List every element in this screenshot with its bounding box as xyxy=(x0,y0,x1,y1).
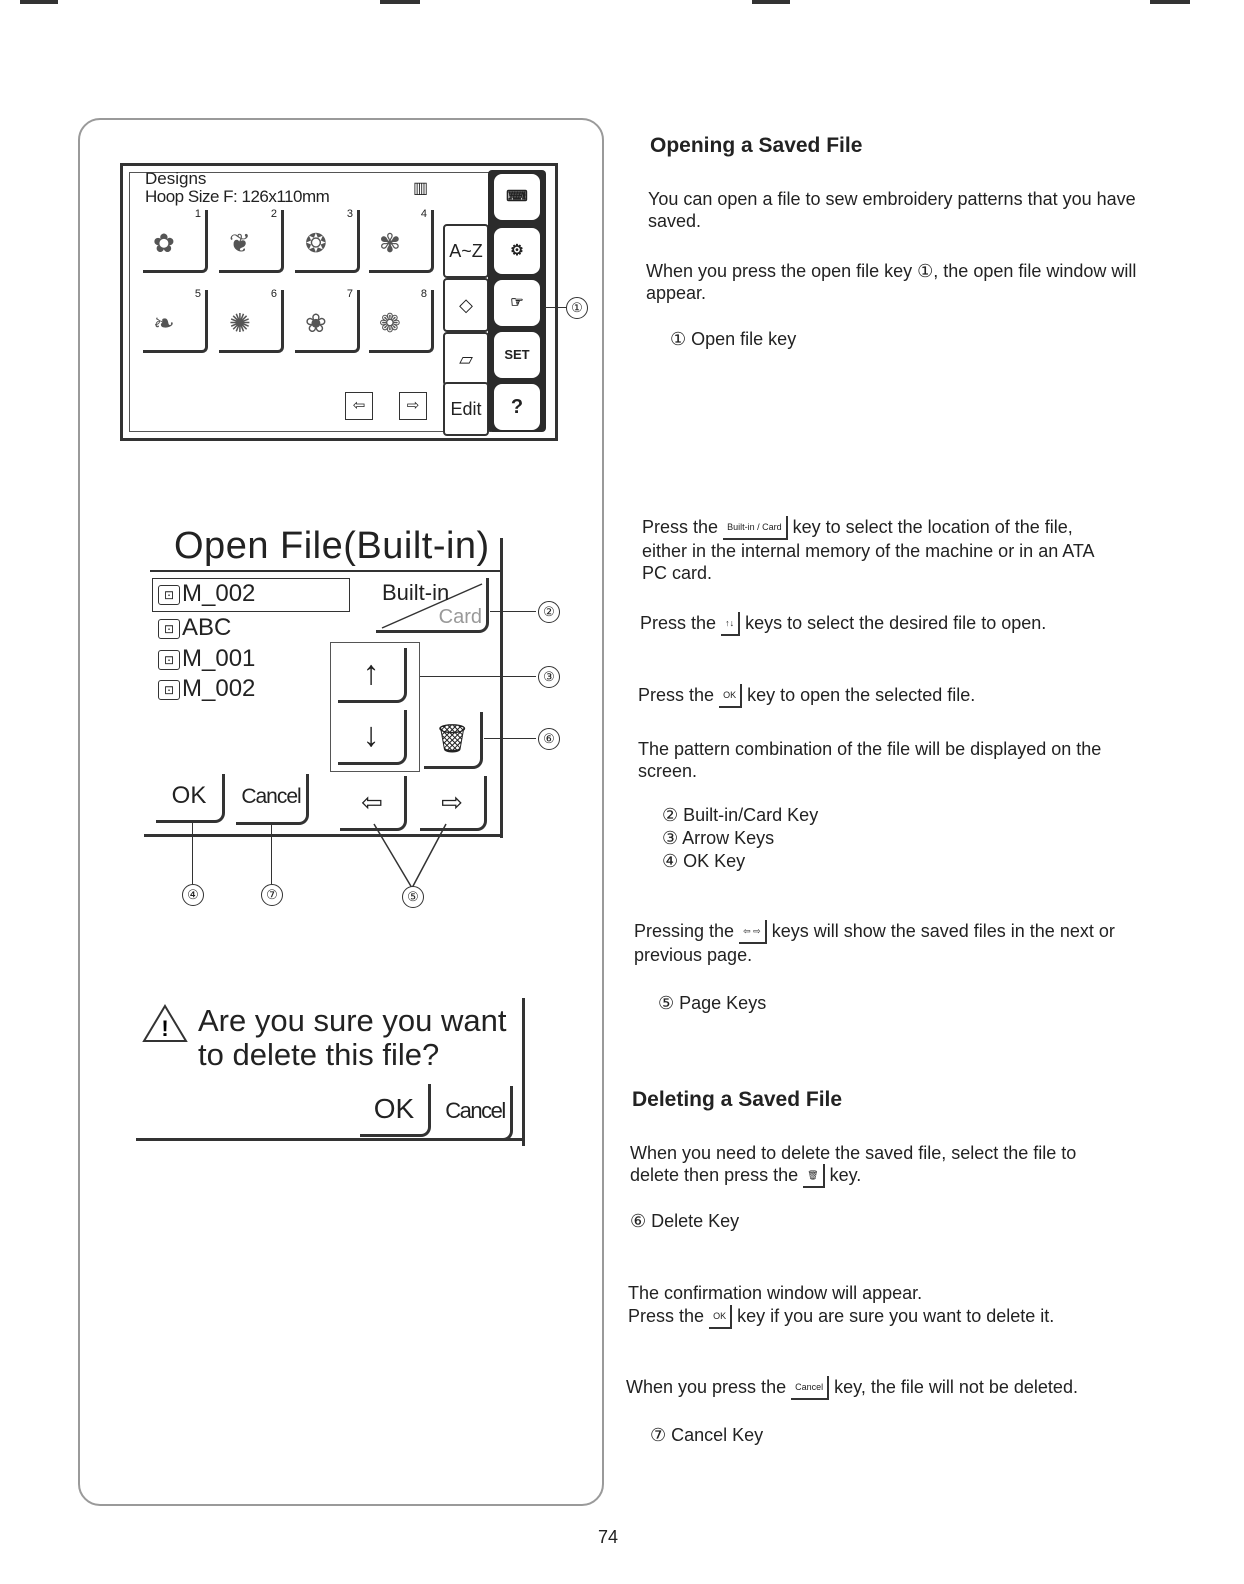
design-tile[interactable]: 3 ❂ xyxy=(295,210,360,273)
hoop-size: Hoop Size F: 126x110mm xyxy=(145,187,330,206)
delete-key-icon: 🗑 xyxy=(803,1164,824,1188)
legend-3: ③ Arrow Keys xyxy=(662,828,775,848)
design-tile[interactable]: 6 ✺ xyxy=(219,290,284,353)
callout-1: ① xyxy=(566,297,588,319)
opening-p6: The pattern combination of the file will be displayed on the screen. xyxy=(638,739,1102,781)
mode-key-column xyxy=(488,170,546,432)
file-icon: ⊡ xyxy=(158,680,180,700)
open-file-icon: ☞ xyxy=(510,294,524,311)
dialog-message-line2: to delete this file? xyxy=(198,1037,440,1072)
callout-4: ④ xyxy=(182,884,204,906)
hoop-icon: ▥ xyxy=(413,180,429,197)
file-item[interactable]: ⊡ M_002 xyxy=(158,580,255,608)
embroidery-machine-icon: ⚙ xyxy=(510,242,524,259)
callout-5: ⑤ xyxy=(402,886,424,908)
builtin-card-key-icon: Built-in / Card xyxy=(723,516,788,540)
page-next-button[interactable]: ⇨ xyxy=(399,392,427,420)
legend-4: ④ OK Key xyxy=(662,851,746,871)
top-mark xyxy=(20,0,58,4)
up-arrow-key[interactable] xyxy=(338,648,407,703)
ok-button[interactable]: OK xyxy=(156,774,225,823)
set-key[interactable]: SET xyxy=(494,332,540,378)
layer-key[interactable] xyxy=(443,332,489,386)
ok-key-icon: OK xyxy=(709,1305,732,1329)
az-key[interactable]: A~Z xyxy=(443,224,489,278)
callout-7: ⑦ xyxy=(261,884,283,906)
screen-title: Designs xyxy=(145,169,207,188)
top-mark xyxy=(752,0,790,4)
callout-line xyxy=(420,676,536,677)
legend-6: ⑥ Delete Key xyxy=(630,1211,740,1231)
delete-key[interactable] xyxy=(424,712,483,769)
top-mark xyxy=(1150,0,1190,4)
dialog-edge xyxy=(522,998,525,1146)
legend-5: ⑤ Page Keys xyxy=(658,993,767,1013)
page-next-icon: ⇨ xyxy=(441,787,463,817)
opening-p5: Press the OK key to open the selected file. xyxy=(638,684,1158,708)
callout-line xyxy=(484,738,536,739)
card-label: Card xyxy=(438,606,482,628)
callout-line xyxy=(192,822,193,884)
design-tile[interactable]: 5 ❧ xyxy=(143,290,208,353)
page-keys-icon: ⇦ ⇨ xyxy=(739,920,767,944)
deleting-p3: Press the OK key if you are sure you want to delete it. xyxy=(628,1305,1068,1329)
callout-3: ③ xyxy=(538,666,560,688)
legend-1: ① Open file key xyxy=(670,329,797,349)
builtin-label: Built-in xyxy=(382,580,450,605)
opening-p4: Press the ↑↓ keys to select the desired file to open. xyxy=(640,612,1160,636)
design-tile[interactable]: 4 ✾ xyxy=(369,210,434,273)
heading-deleting: Deleting a Saved File xyxy=(632,1088,843,1111)
builtin-card-key[interactable] xyxy=(376,578,489,633)
deleting-p1: When you need to delete the saved file, select the file to delete then press the 🗑 key. xyxy=(630,1142,1120,1188)
callout-line xyxy=(490,611,536,612)
down-arrow-key[interactable] xyxy=(338,710,407,765)
design-tile[interactable]: 7 ❀ xyxy=(295,290,360,353)
opening-p1: You can open a file to sew embroidery patterns that you have saved. xyxy=(648,189,1136,231)
file-item[interactable]: ⊡ M_002 xyxy=(158,675,255,703)
dialog-ok-button[interactable]: OK xyxy=(360,1084,431,1137)
eraser-key[interactable] xyxy=(443,278,489,332)
vine-pattern-icon: ❁ xyxy=(379,308,401,338)
callout-2: ② xyxy=(538,601,560,623)
ornament-pattern-icon: ❂ xyxy=(305,228,327,258)
cancel-button[interactable]: Cancel xyxy=(236,774,309,825)
design-tile[interactable]: 1 ✿ xyxy=(143,210,208,273)
heading-opening: Opening a Saved File xyxy=(650,134,863,157)
design-tile[interactable]: 2 ❦ xyxy=(219,210,284,273)
trash-icon: 🗑 xyxy=(434,723,470,754)
sparkle-pattern-icon: ✺ xyxy=(229,308,251,338)
leaf-pattern-icon: ❦ xyxy=(229,228,251,258)
page-prev-icon: ⇦ xyxy=(361,787,383,817)
sewing-mode-key[interactable] xyxy=(494,174,540,220)
callout-line xyxy=(544,307,566,308)
dialog-cancel-button[interactable]: Cancel xyxy=(440,1086,513,1141)
page-prev-button[interactable]: ⇦ xyxy=(345,392,373,420)
deleting-p4: When you press the Cancel key, the file will not be deleted. xyxy=(626,1376,1166,1400)
svg-text:!: ! xyxy=(161,1016,169,1041)
page-number: 74 xyxy=(598,1527,619,1547)
help-key[interactable]: ? xyxy=(494,384,540,430)
legend-2: ② Built-in/Card Key xyxy=(662,805,819,825)
opening-p2: When you press the open file key ①, the open file window will appear. xyxy=(646,261,1137,303)
flower-pattern-icon: ✿ xyxy=(153,228,175,258)
embroidery-mode-key[interactable] xyxy=(494,228,540,274)
file-item[interactable]: ⊡ ABC xyxy=(158,614,231,642)
wreath-pattern-icon: ❧ xyxy=(153,308,175,338)
dialog-message-line1: Are you sure you want xyxy=(198,1003,507,1038)
callout-lines-5 xyxy=(360,822,460,892)
opening-p7: Pressing the ⇦ ⇨ keys will show the saved files in the next or previous page. xyxy=(634,921,1115,966)
eraser-icon: ◇ xyxy=(459,295,473,315)
file-icon: ⊡ xyxy=(158,619,180,639)
down-arrow-icon: ↓ xyxy=(362,716,380,754)
callout-line xyxy=(271,824,272,884)
cancel-key-icon: Cancel xyxy=(791,1376,829,1400)
callout-6: ⑥ xyxy=(538,728,560,750)
title-underline xyxy=(150,570,502,572)
deleting-p2: The confirmation window will appear. xyxy=(628,1283,923,1303)
design-tile[interactable]: 8 ❁ xyxy=(369,290,434,353)
warning-icon xyxy=(142,1003,188,1043)
butterfly-pattern-icon: ✾ xyxy=(379,228,401,258)
top-mark xyxy=(380,0,420,4)
file-icon: ⊡ xyxy=(158,650,180,670)
up-arrow-icon: ↑ xyxy=(362,654,380,692)
garland-pattern-icon: ❀ xyxy=(305,308,327,338)
file-icon: ⊡ xyxy=(158,585,180,605)
file-item[interactable]: ⊡ M_001 xyxy=(158,645,255,673)
legend-7: ⑦ Cancel Key xyxy=(650,1425,764,1445)
sewing-machine-icon: ⌨ xyxy=(506,188,528,205)
opening-p3: Press the Built-in / Card key to select the location of the file, either in the internal memory of the machine or in an ATA PC card. xyxy=(642,517,1094,584)
edit-key[interactable]: Edit xyxy=(443,382,489,436)
ok-key-icon: OK xyxy=(719,684,742,708)
open-file-title: Open File(Built-in) xyxy=(174,525,490,567)
screen-edge xyxy=(500,538,503,838)
arrow-keys-icon: ↑↓ xyxy=(721,612,740,636)
layer-icon: ▱ xyxy=(459,349,473,369)
open-file-key[interactable] xyxy=(494,280,540,326)
